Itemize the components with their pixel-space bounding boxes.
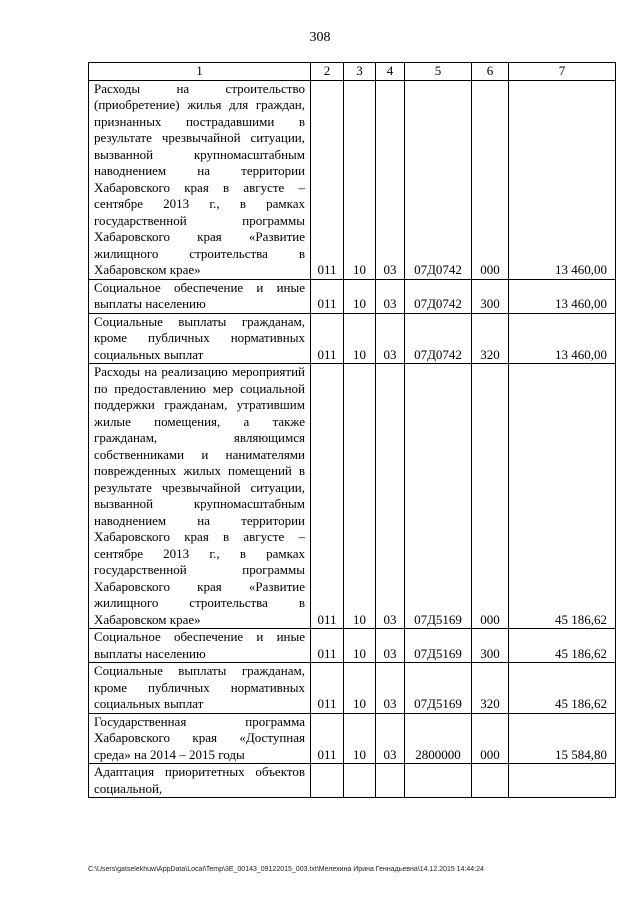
amount: 45 186,62 <box>509 663 616 714</box>
table-row <box>89 764 616 798</box>
expense-type-code: 000 <box>472 713 509 764</box>
subsection-code: 03 <box>376 663 405 714</box>
document-footer-path: C:\Users\gatselekhuw\AppData\Local\Temp\3E_00143_09122015_003.txt\Мелехина Ирина Геннадьевна\14.12.2015 14:44:24 <box>88 866 484 873</box>
expense-type-code <box>472 764 509 798</box>
row-description: Социальные выплаты гражданам, кроме публичных нормативных социальных выплат <box>89 313 311 364</box>
row-description: Социальное обеспечение и иные выплаты населению <box>89 279 311 313</box>
subsection-code: 03 <box>376 80 405 279</box>
table-header-row <box>89 63 616 81</box>
row-description: Социальное обеспечение и иные выплаты населению <box>89 629 311 663</box>
target-article-code: 07Д5169 <box>405 364 472 629</box>
section-code: 10 <box>344 663 376 714</box>
amount: 13 460,00 <box>509 313 616 364</box>
table-row <box>89 663 616 714</box>
section-code <box>344 764 376 798</box>
subsection-code: 03 <box>376 279 405 313</box>
table-row <box>89 629 616 663</box>
ministry-code: 011 <box>311 313 344 364</box>
section-code: 10 <box>344 80 376 279</box>
amount <box>509 764 616 798</box>
expense-type-code: 320 <box>472 313 509 364</box>
table-row <box>89 279 616 313</box>
target-article-code: 07Д5169 <box>405 663 472 714</box>
target-article-code: 2800000 <box>405 713 472 764</box>
ministry-code: 011 <box>311 629 344 663</box>
row-description: Адаптация приоритетных объектов социальной, <box>89 764 311 798</box>
row-description: Социальные выплаты гражданам, кроме публичных нормативных социальных выплат <box>89 663 311 714</box>
section-code: 10 <box>344 713 376 764</box>
subsection-code <box>376 764 405 798</box>
row-description: Расходы на реализацию мероприятий по предоставлению мер социальной поддержки гражданам, утратившим жилые помещения, а также гражданам, являющимся собственниками и нанимателями поврежденных жилых помещений в результате чрезвычайной ситуации, вызванной крупномасштабным наводнением на территории Хабаровского края в августе – сентябре 2013 г., в рамках государственной программы Хабаровского края «Развитие жилищного строительства в Хабаровском крае» <box>89 364 311 629</box>
header-cell: 7 <box>509 63 616 81</box>
budget-table <box>88 62 616 798</box>
amount: 13 460,00 <box>509 80 616 279</box>
table-row <box>89 364 616 629</box>
target-article-code: 07Д0742 <box>405 279 472 313</box>
expense-type-code: 000 <box>472 364 509 629</box>
table-row <box>89 80 616 279</box>
ministry-code: 011 <box>311 364 344 629</box>
ministry-code: 011 <box>311 80 344 279</box>
page-number: 308 <box>309 30 331 45</box>
subsection-code: 03 <box>376 629 405 663</box>
ministry-code: 011 <box>311 663 344 714</box>
header-cell: 3 <box>344 63 376 81</box>
header-cell: 4 <box>376 63 405 81</box>
ministry-code: 011 <box>311 279 344 313</box>
ministry-code <box>311 764 344 798</box>
section-code: 10 <box>344 313 376 364</box>
table-row <box>89 313 616 364</box>
target-article-code: 07Д0742 <box>405 80 472 279</box>
section-code: 10 <box>344 279 376 313</box>
expense-type-code: 300 <box>472 629 509 663</box>
expense-type-code: 000 <box>472 80 509 279</box>
header-cell: 2 <box>311 63 344 81</box>
subsection-code: 03 <box>376 364 405 629</box>
row-description: Государственная программа Хабаровского края «Доступная среда» на 2014 – 2015 годы <box>89 713 311 764</box>
ministry-code: 011 <box>311 713 344 764</box>
subsection-code: 03 <box>376 713 405 764</box>
section-code: 10 <box>344 364 376 629</box>
amount: 45 186,62 <box>509 364 616 629</box>
row-description: Расходы на строительство (приобретение) жилья для граждан, признанных пострадавшими в результате чрезвычайной ситуации, вызванной крупномасштабным наводнением на территории Хабаровского края в августе – сентябре 2013 г., в рамках государственной программы Хабаровского края «Развитие жилищного строительства в Хабаровском крае» <box>89 80 311 279</box>
header-cell: 6 <box>472 63 509 81</box>
amount: 45 186,62 <box>509 629 616 663</box>
table-row <box>89 713 616 764</box>
amount: 13 460,00 <box>509 279 616 313</box>
subsection-code: 03 <box>376 313 405 364</box>
expense-type-code: 320 <box>472 663 509 714</box>
amount: 15 584,80 <box>509 713 616 764</box>
target-article-code: 07Д0742 <box>405 313 472 364</box>
header-cell: 5 <box>405 63 472 81</box>
expense-type-code: 300 <box>472 279 509 313</box>
target-article-code: 07Д5169 <box>405 629 472 663</box>
target-article-code <box>405 764 472 798</box>
header-cell: 1 <box>89 63 311 81</box>
section-code: 10 <box>344 629 376 663</box>
